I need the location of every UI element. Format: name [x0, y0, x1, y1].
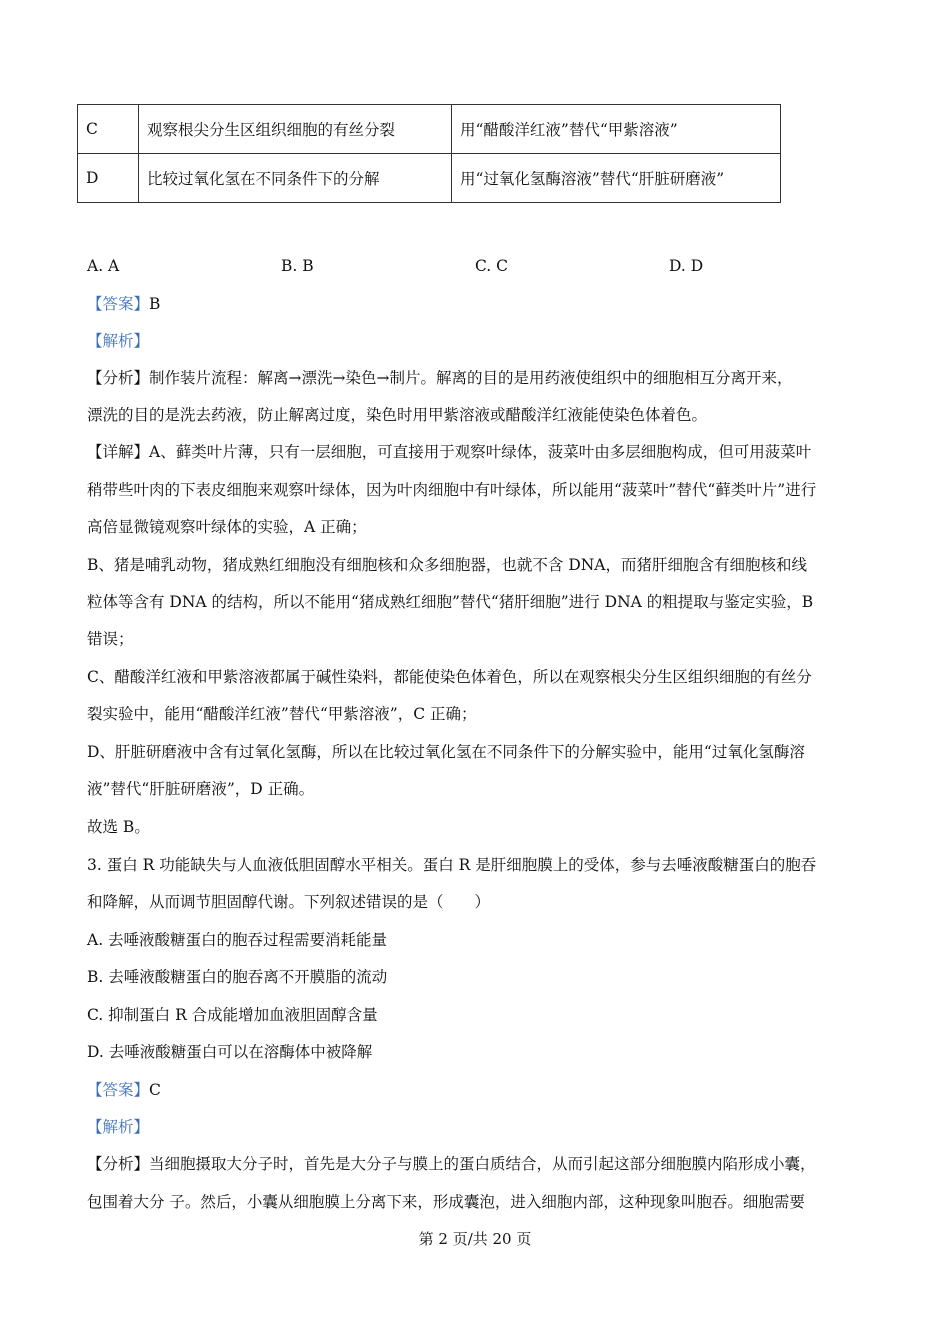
row-experiment: 比较过氧化氢在不同条件下的分解 — [139, 154, 452, 203]
q3-analysis-tag: 【解析】 — [87, 1118, 150, 1136]
q2-detail-line: D、肝脏研磨液中含有过氧化氢酶，所以在比较过氧化氢在不同条件下的分解实验中，能用“过氧化氢酶溶 — [87, 743, 805, 761]
analysis-text: 制作装片流程：解离→漂洗→染色→制片。解离的目的是用药液使组织中的细胞相互分离开来， — [149, 369, 793, 387]
q3-stem: 3. 蛋白 R 功能缺失与人血液低胆固醇水平相关。蛋白 R 是肝细胞膜上的受体，参与去唾液酸糖蛋白的胞吞 — [87, 856, 817, 874]
option-b: B. B — [281, 257, 314, 275]
q3-option-a: A. 去唾液酸糖蛋白的胞吞过程需要消耗能量 — [87, 931, 388, 949]
q2-analysis-line — [87, 368, 792, 388]
q2-detail-line: 液”替代“肝脏研磨液”，D 正确。 — [87, 780, 315, 798]
table-row — [78, 105, 781, 154]
q2-analysis-tag: 【解析】 — [87, 332, 150, 350]
q2-detail-line: C、醋酸洋红液和甲紫溶液都属于碱性染料，都能使染色体着色，所以在观察根尖分生区组织细胞的有丝分 — [87, 668, 812, 686]
option-a: A. A — [87, 257, 120, 275]
detail-text: A、藓类叶片薄，只有一层细胞，可直接用于观察叶绿体，菠菜叶由多层细胞构成，但可用菠菜叶 — [149, 443, 812, 461]
q2-detail-line — [87, 442, 811, 462]
analysis-label: 【分析】 — [87, 369, 150, 387]
answer-tag: 【答案】 — [87, 1081, 150, 1099]
analysis-label: 【分析】 — [87, 1155, 150, 1173]
q2-detail-line: 裂实验中，能用“醋酸洋红液”替代“甲紫溶液”，C 正确； — [87, 705, 477, 723]
q2-detail-line: B、猪是哺乳动物，猪成熟红细胞没有细胞核和众多细胞器，也就不含 DNA，而猪肝细胞含有细胞核和线 — [87, 556, 808, 574]
q3-analysis-line — [87, 1154, 816, 1174]
answer-value: B — [149, 295, 161, 313]
table-row — [78, 154, 781, 203]
row-letter: D — [78, 154, 139, 203]
row-method: 用“过氧化氢酶溶液”替代“肝脏研磨液” — [452, 154, 781, 203]
q2-answer — [87, 294, 160, 314]
q2-analysis-line: 漂洗的目的是洗去药液，防止解离过度，染色时用甲紫溶液或醋酸洋红液能使染色体着色。 — [87, 406, 708, 424]
experiment-table — [77, 104, 781, 203]
q3-option-b: B. 去唾液酸糖蛋白的胞吞离不开膜脂的流动 — [87, 968, 388, 986]
answer-tag: 【答案】 — [87, 295, 150, 313]
row-method: 用“醋酸洋红液”替代“甲紫溶液” — [452, 105, 781, 154]
q2-detail-line: 粒体等含有 DNA 的结构，所以不能用“猪成熟红细胞”替代“猪肝细胞”进行 DNA 的粗提取与鉴定实验，B — [87, 593, 814, 611]
q2-detail-line: 稍带些叶肉的下表皮细胞来观察叶绿体，因为叶肉细胞中有叶绿体，所以能用“菠菜叶”替代“藓类叶片”进行 — [87, 481, 817, 499]
row-letter: C — [78, 105, 139, 154]
row-experiment: 观察根尖分生区组织细胞的有丝分裂 — [139, 105, 452, 154]
q3-answer — [87, 1080, 161, 1100]
page-footer: 第 2 页/共 20 页 — [418, 1230, 532, 1248]
q3-stem: 和降解，从而调节胆固醇代谢。下列叙述错误的是（ ） — [87, 893, 491, 911]
answer-value: C — [149, 1081, 161, 1099]
analysis-text: 当细胞摄取大分子时，首先是大分子与膜上的蛋白质结合，从而引起这部分细胞膜内陷形成小囊， — [149, 1155, 816, 1173]
q2-detail-line: 错误； — [87, 630, 134, 648]
option-c: C. C — [475, 257, 509, 275]
option-d: D. D — [669, 257, 704, 275]
q2-conclusion: 故选 B。 — [87, 818, 150, 836]
q3-analysis-line: 包围着大分 子。然后，小囊从细胞膜上分离下来，形成囊泡，进入细胞内部，这种现象叫胞吞。细胞需要 — [87, 1193, 805, 1211]
q3-option-d: D. 去唾液酸糖蛋白可以在溶酶体中被降解 — [87, 1043, 373, 1061]
q3-option-c: C. 抑制蛋白 R 合成能增加血液胆固醇含量 — [87, 1006, 378, 1024]
q2-detail-line: 高倍显微镜观察叶绿体的实验，A 正确； — [87, 518, 367, 536]
detail-label: 【详解】 — [87, 443, 150, 461]
